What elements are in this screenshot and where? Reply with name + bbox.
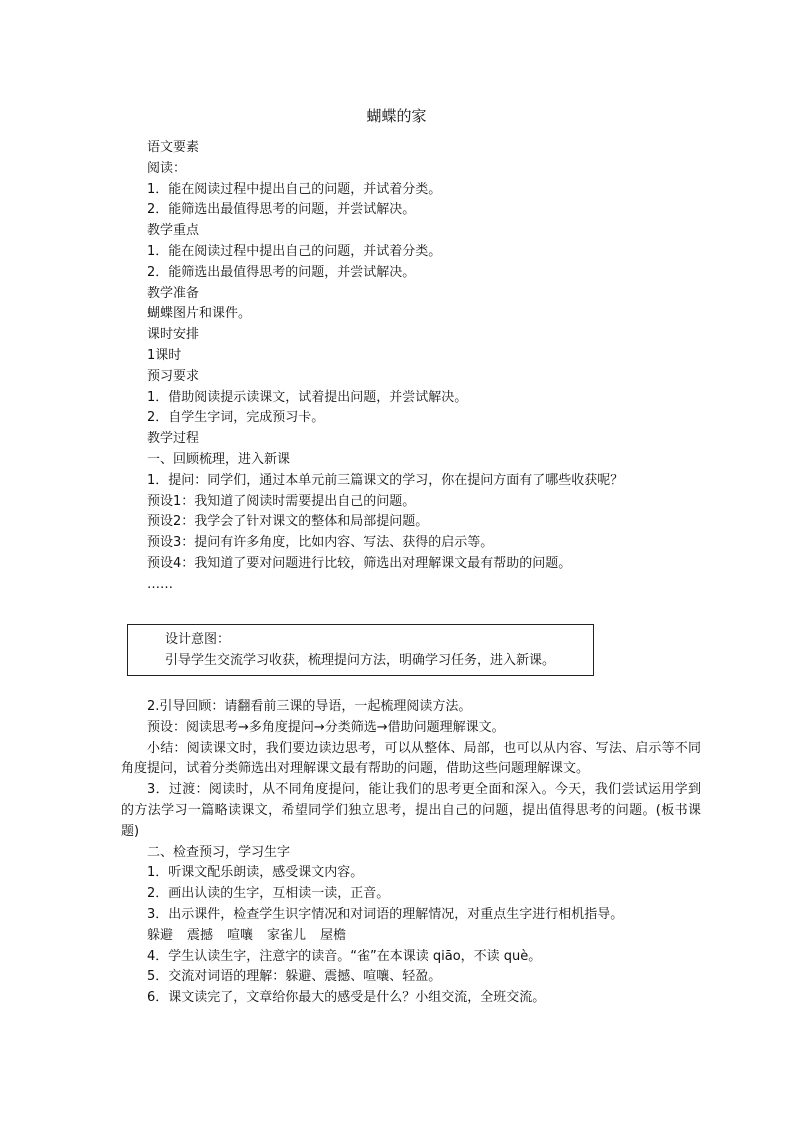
- paragraph: 小结：阅读课文时，我们要边读边思考，可以从整体、局部，也可以从内容、写法、启示等不同角度提问，试着分类筛选出对理解课文最有帮助的问题，借助这些问题理解课文。: [121, 740, 701, 777]
- text-line: 阅读：: [147, 160, 187, 176]
- text-line: 教学过程: [147, 431, 200, 447]
- design-intent-box: [127, 624, 594, 676]
- text-line: 1．借助阅读提示读课文，试着提出问题，并尝试解决。: [147, 389, 468, 405]
- text-line: 课时安排: [147, 327, 200, 343]
- text-line: 2．能筛选出最值得思考的问题，并尝试解决。: [147, 264, 416, 280]
- paragraph: 3．过渡：阅读时，从不同角度提问，能让我们的思考更全面和深入。今天，我们尝试运用学到的方法学习一篇略读课文，希望同学们独立思考，提出自己的问题，提出值得思考的问题。(板书课题): [121, 782, 701, 839]
- text-line: 预设4：我知道了要对问题进行比较，筛选出对理解课文最有帮助的问题。: [147, 555, 572, 571]
- document-title: 蝴蝶的家: [366, 107, 427, 125]
- design-intent-content: [165, 630, 555, 672]
- vocabulary-words: [121, 926, 701, 947]
- text-line: 教学重点: [147, 223, 200, 239]
- text-line: 预设3：提问有许多角度，比如内容、写法、获得的启示等。: [147, 535, 494, 551]
- paragraph: 预设：阅读思考→多角度提问→分类筛选→借助问题理解课文。: [147, 719, 505, 735]
- text-line: 4．学生认读生字，注意字的读音。“雀”在本课读 qiāo，不读 què。: [147, 948, 542, 964]
- text-line: 预习要求: [147, 368, 200, 384]
- text-line: 2．能筛选出最值得思考的问题，并尝试解决。: [147, 202, 416, 218]
- text-line: 6．课文读完了，文章给你最大的感受是什么？小组交流，全班交流。: [147, 990, 546, 1006]
- text-line: ……: [147, 576, 173, 592]
- text-line: 语文要素: [147, 140, 200, 155]
- text-line: 预设2：我学会了针对课文的整体和局部提问题。: [147, 514, 429, 530]
- design-intent-text: 引导学生交流学习收获，梳理提问方法，明确学习任务，进入新课。: [165, 652, 556, 668]
- text-line: 2．自学生字词，完成预习卡。: [147, 410, 325, 426]
- lesson-plan-part-1: [147, 138, 707, 596]
- design-intent-heading: 设计意图：: [165, 632, 231, 647]
- vocab-word: 震撼: [187, 927, 214, 943]
- vocab-word: 喧嚷: [227, 927, 254, 943]
- text-line: 1．能在阅读过程中提出自己的问题，并试着分类。: [147, 181, 442, 197]
- vocab-word: 屋檐: [320, 927, 347, 943]
- text-line: 1课时: [147, 347, 182, 363]
- text-line: 一、回顾梳理，进入新课: [147, 451, 291, 467]
- text-line: 1．能在阅读过程中提出自己的问题，并试着分类。: [147, 243, 442, 259]
- text-line: 5．交流对词语的理解：躲避、震撼、喧嚷、轻盈。: [147, 969, 442, 985]
- vocab-word: 躲避: [147, 927, 174, 943]
- text-line: 1．提问：同学们，通过本单元前三篇课文的学习，你在提问方面有了哪些收获呢？: [147, 472, 624, 488]
- lesson-plan-part-2: [121, 697, 701, 1009]
- text-line: 3．出示课件，检查学生识字情况和对词语的理解情况，对重点生字进行相机指导。: [147, 906, 624, 922]
- text-line: 2．画出认读的生字，互相读一读，正音。: [147, 886, 390, 902]
- section-heading: 二、检查预习，学习生字: [147, 844, 291, 860]
- text-line: 预设1：我知道了阅读时需要提出自己的问题。: [147, 493, 416, 509]
- text-line: 蝴蝶图片和课件。: [147, 306, 252, 322]
- text-line: 1．听课文配乐朗读，感受课文内容。: [147, 865, 364, 881]
- vocab-word: 家雀儿: [267, 927, 307, 943]
- text-line: 教学准备: [147, 285, 200, 301]
- paragraph: 2.引导回顾：请翻看前三课的导语，一起梳理阅读方法。: [147, 699, 472, 714]
